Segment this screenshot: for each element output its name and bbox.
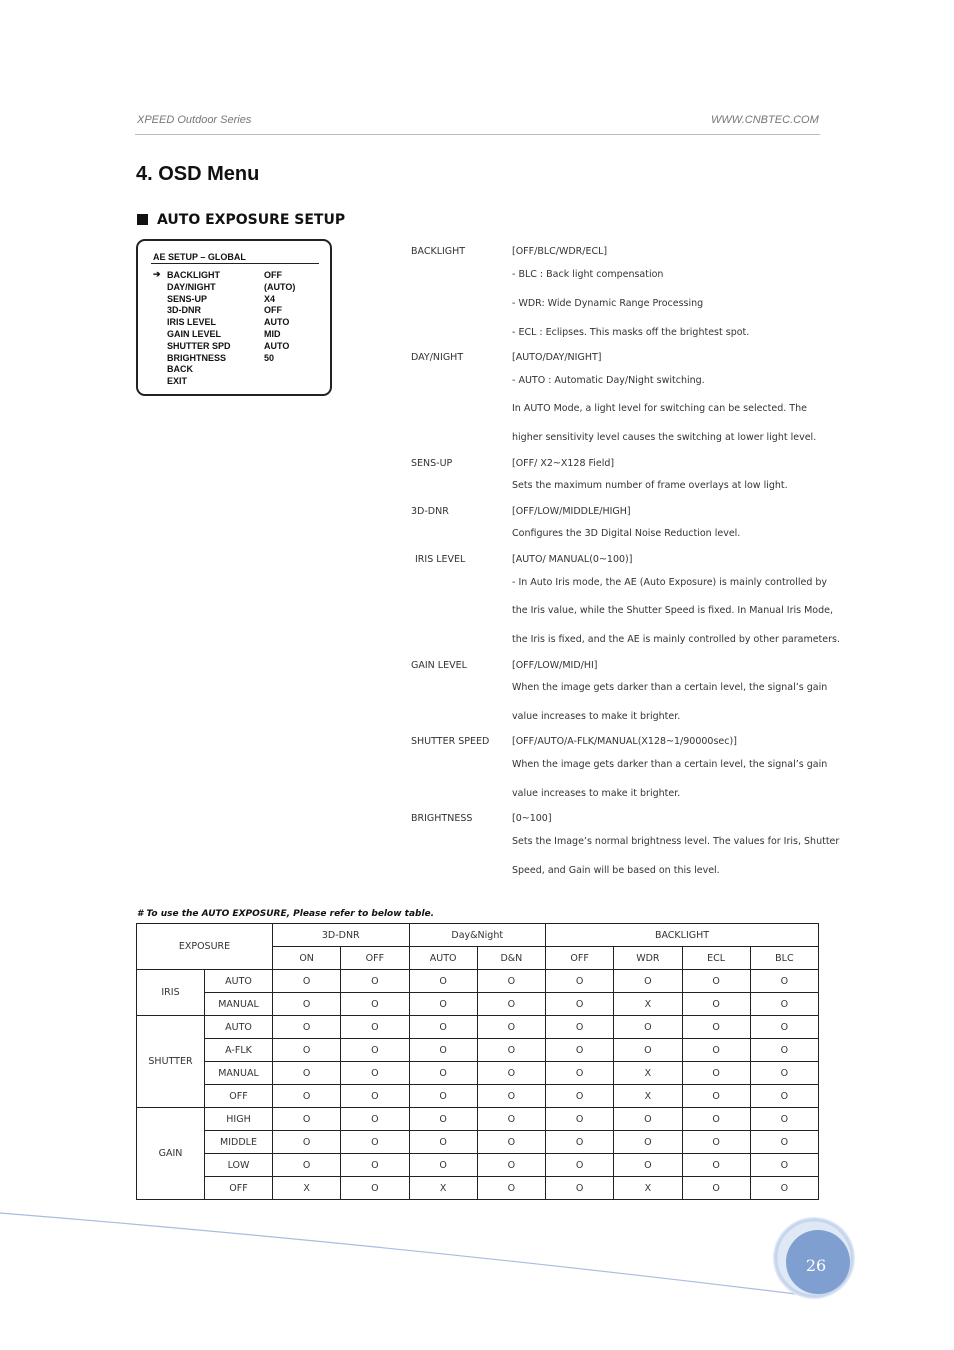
table-cell: O [546, 1062, 614, 1085]
osd-row-value: (AUTO) [264, 281, 296, 292]
table-cell: O [477, 1177, 545, 1200]
osd-row-value: OFF [264, 305, 282, 316]
table-column-header: AUTO [409, 947, 477, 970]
table-cell: O [614, 1016, 682, 1039]
table-cell: O [273, 1016, 341, 1039]
table-cell: O [477, 1039, 545, 1062]
table-cell: O [750, 1016, 818, 1039]
table-cell: O [341, 1131, 409, 1154]
table-cell: O [341, 993, 409, 1016]
table-cell: O [477, 1062, 545, 1085]
table-row [137, 993, 819, 1016]
osd-row-label: BACKLIGHT [167, 270, 220, 280]
setting-term: SENS-UP [411, 458, 453, 469]
osd-title: AE SETUP – GLOBAL [153, 252, 246, 262]
setting-description-line: - BLC : Back light compensation [512, 269, 664, 280]
table-group-header: Day&Night [409, 924, 546, 947]
table-cell: O [273, 1085, 341, 1108]
table-cell: O [546, 1177, 614, 1200]
osd-row-value: 50 [264, 352, 275, 363]
table-cell: X [409, 1177, 477, 1200]
table-cell: O [546, 1085, 614, 1108]
table-mode-label: MIDDLE [205, 1131, 273, 1154]
setting-description-line: - ECL : Eclipses. This masks off the brightest spot. [512, 327, 750, 338]
table-cell: O [409, 1039, 477, 1062]
setting-description-line: [OFF/ X2~X128 Field] [512, 458, 615, 469]
table-cell: O [409, 970, 477, 993]
table-cell: O [614, 1108, 682, 1131]
page-number: 26 [805, 1256, 827, 1275]
table-cell: O [341, 1016, 409, 1039]
setting-term: SHUTTER SPEED [411, 736, 490, 747]
table-cell: O [477, 1016, 545, 1039]
osd-row-value: AUTO [264, 317, 290, 328]
table-cell: O [409, 993, 477, 1016]
table-mode-label: OFF [205, 1177, 273, 1200]
table-cell: X [273, 1177, 341, 1200]
osd-row [138, 329, 328, 341]
setting-term: BACKLIGHT [411, 246, 466, 257]
table-cell: O [546, 1016, 614, 1039]
table-cell: O [682, 1062, 750, 1085]
table-cell: O [682, 1016, 750, 1039]
table-section-label: GAIN [137, 1108, 205, 1200]
table-corner-header: EXPOSURE [137, 924, 273, 970]
table-cell: O [614, 970, 682, 993]
table-cell: O [409, 1062, 477, 1085]
table-mode-label: HIGH [205, 1108, 273, 1131]
setting-description-line: - AUTO : Automatic Day/Night switching. [512, 375, 705, 386]
osd-row-label: SHUTTER SPD [167, 340, 231, 351]
osd-row-label: SENS-UP [167, 293, 208, 304]
table-column-header: D&N [477, 947, 545, 970]
setting-description-line: When the image gets darker than a certain level, the signal’s gain [512, 682, 828, 693]
table-mode-label: MANUAL [205, 1062, 273, 1085]
osd-row-label: GAIN LEVEL [167, 329, 222, 339]
setting-description-line: When the image gets darker than a certain level, the signal’s gain [512, 759, 828, 770]
auto-exposure-table [136, 923, 819, 1200]
table-section-label: IRIS [137, 970, 205, 1016]
table-mode-label: A-FLK [205, 1039, 273, 1062]
table-cell: O [682, 970, 750, 993]
table-cell: O [477, 1131, 545, 1154]
setting-description-line: the Iris is fixed, and the AE is mainly controlled by other parameters. [512, 634, 841, 645]
table-cell: O [546, 1154, 614, 1177]
table-cell: O [750, 1039, 818, 1062]
table-row [137, 1085, 819, 1108]
setting-description-line: value increases to make it brighter. [512, 711, 681, 722]
table-header-row [137, 924, 819, 947]
table-row [137, 1154, 819, 1177]
osd-row-label: 3D-DNR [167, 305, 202, 316]
table-group-header: BACKLIGHT [546, 924, 819, 947]
setting-description-line: Speed, and Gain will be based on this level. [512, 865, 720, 876]
table-cell: O [273, 1039, 341, 1062]
setting-description-line: Configures the 3D Digital Noise Reduction level. [512, 528, 741, 539]
osd-row-label: DAY/NIGHT [167, 281, 216, 292]
table-mode-label: OFF [205, 1085, 273, 1108]
table-cell: O [409, 1131, 477, 1154]
table-cell: O [341, 1108, 409, 1131]
osd-row-value: OFF [264, 270, 282, 280]
table-cell: O [614, 1039, 682, 1062]
header-divider [135, 134, 820, 135]
table-cell: O [546, 1108, 614, 1131]
table-cell: O [546, 993, 614, 1016]
setting-term: BRIGHTNESS [411, 813, 473, 824]
table-cell: O [273, 970, 341, 993]
setting-description-line: [OFF/BLC/WDR/ECL] [512, 246, 608, 257]
osd-row-value: AUTO [264, 340, 290, 351]
table-row [137, 1177, 819, 1200]
setting-term: IRIS LEVEL [415, 554, 466, 565]
arrow-right-icon: ➔ [153, 269, 161, 279]
table-cell: O [682, 993, 750, 1016]
osd-row-label: BRIGHTNESS [167, 352, 227, 363]
table-cell: O [750, 970, 818, 993]
table-cell: O [682, 1108, 750, 1131]
table-row [137, 1108, 819, 1131]
table-cell: O [750, 1131, 818, 1154]
setting-description-line: - WDR: Wide Dynamic Range Processing [512, 298, 704, 309]
page-title: 4. OSD Menu [136, 163, 260, 185]
setting-description-line: - In Auto Iris mode, the AE (Auto Exposure) is mainly controlled by [512, 577, 828, 588]
table-cell: O [477, 1108, 545, 1131]
setting-description-line: [AUTO/ MANUAL(0~100)] [512, 554, 633, 565]
setting-description-line: [AUTO/DAY/NIGHT] [512, 352, 602, 363]
table-mode-label: AUTO [205, 1016, 273, 1039]
table-cell: O [750, 1085, 818, 1108]
osd-row [138, 270, 328, 282]
table-cell: X [614, 1085, 682, 1108]
table-cell: O [546, 1131, 614, 1154]
table-cell: X [614, 1062, 682, 1085]
header-series-title: XPEED Outdoor Series [137, 114, 252, 126]
table-cell: O [341, 1085, 409, 1108]
osd-row-label: IRIS LEVEL [167, 317, 217, 328]
table-cell: X [614, 1177, 682, 1200]
table-cell: O [614, 1154, 682, 1177]
table-cell: O [409, 1154, 477, 1177]
table-cell: O [477, 1154, 545, 1177]
setting-description-line: value increases to make it brighter. [512, 788, 681, 799]
osd-row [138, 317, 328, 329]
table-column-header: ON [273, 947, 341, 970]
table-mode-label: LOW [205, 1154, 273, 1177]
table-mode-label: MANUAL [205, 993, 273, 1016]
table-row [137, 1062, 819, 1085]
table-cell: O [273, 1131, 341, 1154]
table-row [137, 1016, 819, 1039]
table-cell: O [341, 1039, 409, 1062]
table-note: # To use the AUTO EXPOSURE, Please refer to below table. [137, 909, 435, 919]
table-cell: O [409, 1085, 477, 1108]
table-cell: O [341, 1177, 409, 1200]
setting-description-line: [OFF/LOW/MID/HI] [512, 660, 598, 671]
table-cell: O [546, 1039, 614, 1062]
table-row [137, 1039, 819, 1062]
bullet-square-icon [137, 214, 148, 225]
setting-description-line: [OFF/AUTO/A-FLK/MANUAL(X128~1/90000sec)] [512, 736, 737, 747]
table-cell: O [273, 1108, 341, 1131]
table-cell: O [750, 1177, 818, 1200]
osd-row-value: X4 [264, 293, 276, 304]
table-cell: O [477, 970, 545, 993]
section-heading [137, 212, 345, 228]
setting-description-line: [OFF/LOW/MIDDLE/HIGH] [512, 506, 631, 517]
setting-description-line: [0~100] [512, 813, 552, 824]
table-cell: O [750, 993, 818, 1016]
table-cell: O [273, 1062, 341, 1085]
table-cell: O [341, 1154, 409, 1177]
setting-term: 3D-DNR [411, 506, 449, 517]
setting-description-line: In AUTO Mode, a light level for switching can be selected. The [512, 403, 807, 414]
table-cell: O [341, 1062, 409, 1085]
osd-row [138, 341, 328, 353]
setting-description-line: higher sensitivity level causes the switching at lower light level. [512, 432, 817, 443]
table-cell: X [614, 993, 682, 1016]
table-cell: O [341, 970, 409, 993]
osd-row-label: BACK [167, 364, 193, 375]
table-cell: O [682, 1177, 750, 1200]
setting-description-line: the Iris value, while the Shutter Speed is fixed. In Manual Iris Mode, [512, 605, 833, 616]
table-row [137, 970, 819, 993]
table-cell: O [409, 1108, 477, 1131]
table-cell: O [682, 1131, 750, 1154]
table-cell: O [750, 1062, 818, 1085]
osd-row [138, 353, 328, 365]
setting-description-line: Sets the Image’s normal brightness level. The values for Iris, Shutter [512, 836, 840, 847]
osd-row [138, 305, 328, 317]
table-mode-label: AUTO [205, 970, 273, 993]
table-cell: O [682, 1085, 750, 1108]
table-cell: O [750, 1154, 818, 1177]
table-row [137, 1131, 819, 1154]
setting-term: GAIN LEVEL [411, 660, 467, 671]
osd-row [138, 376, 328, 388]
osd-divider [151, 263, 319, 264]
table-column-header: OFF [546, 947, 614, 970]
table-cell: O [682, 1154, 750, 1177]
table-cell: O [546, 970, 614, 993]
table-cell: O [750, 1108, 818, 1131]
setting-term: DAY/NIGHT [411, 352, 464, 363]
table-column-header: BLC [750, 947, 818, 970]
table-cell: O [273, 1154, 341, 1177]
osd-row [138, 294, 328, 306]
table-column-header: OFF [341, 947, 409, 970]
osd-row [138, 282, 328, 294]
table-cell: O [273, 993, 341, 1016]
osd-row [138, 364, 328, 376]
osd-row-label: EXIT [167, 376, 188, 387]
header-website: WWW.CNBTEC.COM [711, 114, 819, 126]
table-cell: O [682, 1039, 750, 1062]
table-cell: O [614, 1131, 682, 1154]
section-heading-text: AUTO EXPOSURE SETUP [157, 212, 346, 228]
setting-description-line: Sets the maximum number of frame overlays at low light. [512, 480, 788, 491]
table-section-label: SHUTTER [137, 1016, 205, 1108]
table-cell: O [409, 1016, 477, 1039]
table-group-header: 3D-DNR [273, 924, 410, 947]
table-cell: O [477, 993, 545, 1016]
osd-row-value: MID [264, 329, 281, 339]
table-column-header: ECL [682, 947, 750, 970]
table-cell: O [477, 1085, 545, 1108]
table-column-header: WDR [614, 947, 682, 970]
osd-menu-screen [136, 239, 332, 396]
